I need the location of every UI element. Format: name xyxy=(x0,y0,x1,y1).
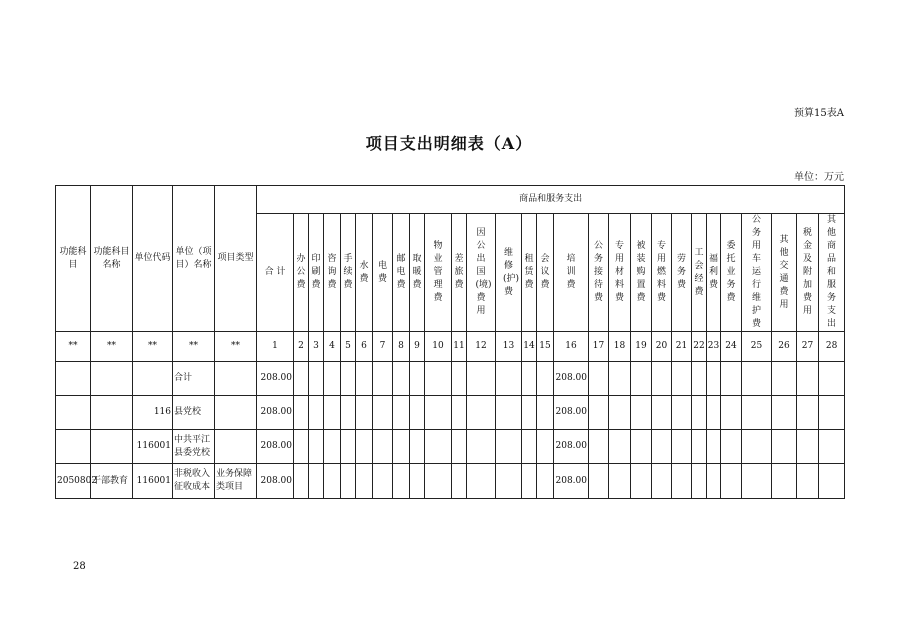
header-col-21 xyxy=(672,214,692,332)
cell-empty xyxy=(537,362,554,396)
header-col-label: 维修(护)费 xyxy=(503,247,520,297)
index-number: 28 xyxy=(819,332,845,362)
cell-empty xyxy=(589,396,609,430)
header-project-type: 项目类型 xyxy=(215,186,257,332)
cell-unit-name: 县党校 xyxy=(173,396,215,430)
cell-empty xyxy=(652,464,672,499)
cell-training-fee: 208.00 xyxy=(554,396,589,430)
cell-empty xyxy=(393,362,410,396)
header-col-label: 委托业务费 xyxy=(726,241,736,303)
cell-total: 208.00 xyxy=(257,362,294,396)
cell-empty xyxy=(522,430,537,464)
header-col-label: 工会经费 xyxy=(694,247,704,297)
index-star: ** xyxy=(56,332,91,362)
cell-func-code xyxy=(56,362,91,396)
table-row xyxy=(56,396,845,430)
cell-empty xyxy=(692,464,707,499)
cell-empty xyxy=(672,362,692,396)
cell-empty xyxy=(425,430,452,464)
cell-empty xyxy=(294,396,309,430)
cell-empty xyxy=(609,362,631,396)
cell-empty xyxy=(324,362,341,396)
header-col-25 xyxy=(742,214,772,332)
cell-project-type xyxy=(215,396,257,430)
header-col-label: 因公出国(境)费用 xyxy=(475,228,492,316)
unit-label: 单位：万元 xyxy=(794,172,844,183)
cell-empty xyxy=(652,362,672,396)
header-col-label: 取暖费 xyxy=(412,254,422,290)
cell-empty xyxy=(452,464,467,499)
cell-empty xyxy=(496,464,522,499)
cell-empty xyxy=(294,430,309,464)
index-number: 2 xyxy=(294,332,309,362)
cell-empty xyxy=(410,396,425,430)
index-number: 19 xyxy=(631,332,652,362)
cell-func-name xyxy=(91,362,133,396)
header-col-label: 水费 xyxy=(359,260,369,284)
index-number: 5 xyxy=(341,332,356,362)
header-col-14 xyxy=(522,214,537,332)
cell-empty xyxy=(772,464,797,499)
cell-empty xyxy=(341,362,356,396)
cell-empty xyxy=(742,396,772,430)
cell-empty xyxy=(309,396,324,430)
cell-unit-code: 116001 xyxy=(133,464,173,499)
cell-empty xyxy=(707,430,721,464)
header-functional-subject-name: 功能科目名称 xyxy=(91,186,133,332)
header-col-label: 专用燃料费 xyxy=(656,241,666,303)
index-number: 14 xyxy=(522,332,537,362)
project-expenditure-table xyxy=(55,185,845,499)
cell-unit-name: 中共平江县委党校 xyxy=(173,430,215,464)
cell-func-code xyxy=(56,430,91,464)
cell-empty xyxy=(819,396,845,430)
cell-empty xyxy=(425,396,452,430)
header-unit-name: 单位（项目）名称 xyxy=(173,186,215,332)
cell-empty xyxy=(772,362,797,396)
header-col-label: 被装购置费 xyxy=(636,241,646,303)
index-number: 27 xyxy=(797,332,819,362)
cell-empty xyxy=(294,362,309,396)
cell-empty xyxy=(341,396,356,430)
cell-empty xyxy=(467,362,496,396)
header-col-20 xyxy=(652,214,672,332)
cell-empty xyxy=(772,430,797,464)
cell-empty xyxy=(692,362,707,396)
cell-unit-code: 116 xyxy=(133,396,173,430)
cell-empty xyxy=(589,464,609,499)
cell-empty xyxy=(631,396,652,430)
cell-func-name xyxy=(91,430,133,464)
header-col-12 xyxy=(467,214,496,332)
cell-empty xyxy=(707,464,721,499)
cell-empty xyxy=(797,362,819,396)
cell-empty xyxy=(672,464,692,499)
header-col-label: 办公费 xyxy=(296,254,306,290)
page-number: 28 xyxy=(73,561,86,572)
header-col-label: 公务接待费 xyxy=(593,241,603,303)
cell-unit-code: 116001 xyxy=(133,430,173,464)
cell-empty xyxy=(294,464,309,499)
header-col-label: 公务用车运行维护费 xyxy=(751,215,761,329)
cell-func-code: 2050802 xyxy=(56,464,91,499)
header-col-label: 电费 xyxy=(377,260,387,284)
header-col-label: 差旅费 xyxy=(454,254,464,290)
cell-func-name: 干部教育 xyxy=(91,464,133,499)
header-col-label: 其他商品和服务支出 xyxy=(827,215,837,329)
cell-empty xyxy=(522,396,537,430)
header-col-label: 专用材料费 xyxy=(614,241,624,303)
cell-empty xyxy=(589,430,609,464)
cell-empty xyxy=(742,464,772,499)
cell-empty xyxy=(356,464,373,499)
header-col-label: 培训费 xyxy=(566,254,576,290)
cell-empty xyxy=(797,430,819,464)
cell-empty xyxy=(692,396,707,430)
cell-empty xyxy=(522,362,537,396)
cell-empty xyxy=(589,362,609,396)
index-number: 8 xyxy=(393,332,410,362)
header-col-label: 印刷费 xyxy=(311,254,321,290)
cell-empty xyxy=(425,362,452,396)
cell-empty xyxy=(672,430,692,464)
cell-empty xyxy=(373,430,393,464)
cell-empty xyxy=(324,396,341,430)
cell-empty xyxy=(452,396,467,430)
index-number: 24 xyxy=(721,332,742,362)
cell-empty xyxy=(742,430,772,464)
header-col-26 xyxy=(772,214,797,332)
index-number: 20 xyxy=(652,332,672,362)
cell-func-name xyxy=(91,396,133,430)
header-col-label: 税金及附加费用 xyxy=(802,228,812,316)
cell-empty xyxy=(609,396,631,430)
index-number: 11 xyxy=(452,332,467,362)
cell-empty xyxy=(631,464,652,499)
cell-empty xyxy=(631,430,652,464)
header-col-24 xyxy=(721,214,742,332)
header-col-23 xyxy=(707,214,721,332)
index-number: 15 xyxy=(537,332,554,362)
header-col-label: 咨询费 xyxy=(327,254,337,290)
header-col-5 xyxy=(341,214,356,332)
index-star: ** xyxy=(133,332,173,362)
header-col-16 xyxy=(554,214,589,332)
index-number: 26 xyxy=(772,332,797,362)
index-number: 4 xyxy=(324,332,341,362)
header-col-2 xyxy=(294,214,309,332)
cell-func-code xyxy=(56,396,91,430)
page-title: 项目支出明细表（A） xyxy=(365,134,533,153)
cell-empty xyxy=(537,464,554,499)
header-col-22 xyxy=(692,214,707,332)
cell-empty xyxy=(652,430,672,464)
header-col-18 xyxy=(609,214,631,332)
cell-empty xyxy=(797,464,819,499)
cell-empty xyxy=(797,396,819,430)
header-col-label: 租赁费 xyxy=(524,254,534,290)
cell-empty xyxy=(721,396,742,430)
cell-unit-name: 非税收入征收成本 xyxy=(173,464,215,499)
cell-empty xyxy=(609,430,631,464)
cell-unit-name: 合计 xyxy=(173,362,215,396)
index-star: ** xyxy=(173,332,215,362)
header-col-4 xyxy=(324,214,341,332)
cell-total: 208.00 xyxy=(257,430,294,464)
cell-empty xyxy=(672,396,692,430)
index-star: ** xyxy=(215,332,257,362)
header-col-3 xyxy=(309,214,324,332)
cell-training-fee: 208.00 xyxy=(554,362,589,396)
form-code: 预算15表A xyxy=(794,108,844,119)
index-number: 10 xyxy=(425,332,452,362)
cell-project-type xyxy=(215,430,257,464)
cell-empty xyxy=(721,430,742,464)
cell-empty xyxy=(341,430,356,464)
cell-empty xyxy=(707,396,721,430)
cell-empty xyxy=(496,430,522,464)
cell-total: 208.00 xyxy=(257,396,294,430)
header-unit-code: 单位代码 xyxy=(133,186,173,332)
header-col-28 xyxy=(819,214,845,332)
index-number: 16 xyxy=(554,332,589,362)
index-number: 22 xyxy=(692,332,707,362)
cell-empty xyxy=(721,464,742,499)
cell-empty xyxy=(410,362,425,396)
index-number: 21 xyxy=(672,332,692,362)
cell-empty xyxy=(496,362,522,396)
cell-empty xyxy=(631,362,652,396)
index-number: 13 xyxy=(496,332,522,362)
header-col-label: 邮电费 xyxy=(396,254,406,290)
cell-empty xyxy=(341,464,356,499)
cell-empty xyxy=(356,362,373,396)
cell-empty xyxy=(410,464,425,499)
header-col-6 xyxy=(356,214,373,332)
cell-empty xyxy=(324,430,341,464)
header-col-label: 会议费 xyxy=(540,254,550,290)
index-number: 12 xyxy=(467,332,496,362)
index-number: 1 xyxy=(257,332,294,362)
header-functional-subject: 功能科目 xyxy=(56,186,91,332)
header-col-8 xyxy=(393,214,410,332)
cell-empty xyxy=(652,396,672,430)
cell-empty xyxy=(410,430,425,464)
cell-empty xyxy=(309,362,324,396)
cell-empty xyxy=(609,464,631,499)
header-total: 合 计 xyxy=(257,214,294,332)
index-number: 7 xyxy=(373,332,393,362)
table-row xyxy=(56,430,845,464)
cell-total: 208.00 xyxy=(257,464,294,499)
header-col-27 xyxy=(797,214,819,332)
index-number: 25 xyxy=(742,332,772,362)
cell-training-fee: 208.00 xyxy=(554,464,589,499)
table-row xyxy=(56,464,845,499)
cell-empty xyxy=(721,362,742,396)
cell-empty xyxy=(496,396,522,430)
cell-empty xyxy=(393,396,410,430)
header-col-17 xyxy=(589,214,609,332)
header-col-9 xyxy=(410,214,425,332)
header-col-10 xyxy=(425,214,452,332)
cell-training-fee: 208.00 xyxy=(554,430,589,464)
cell-empty xyxy=(356,396,373,430)
cell-empty xyxy=(425,464,452,499)
header-col-19 xyxy=(631,214,652,332)
header-col-15 xyxy=(537,214,554,332)
cell-empty xyxy=(467,430,496,464)
cell-empty xyxy=(692,430,707,464)
cell-project-type xyxy=(215,362,257,396)
cell-empty xyxy=(393,464,410,499)
cell-empty xyxy=(537,396,554,430)
header-col-label: 其他交通费用 xyxy=(779,234,789,310)
cell-empty xyxy=(522,464,537,499)
header-col-label: 福利费 xyxy=(708,254,718,290)
cell-empty xyxy=(742,362,772,396)
header-goods-services: 商品和服务支出 xyxy=(257,186,845,214)
index-number: 3 xyxy=(309,332,324,362)
index-number: 23 xyxy=(707,332,721,362)
cell-project-type: 业务保障类项目 xyxy=(215,464,257,499)
header-col-label: 劳务费 xyxy=(676,254,686,290)
cell-empty xyxy=(324,464,341,499)
cell-empty xyxy=(373,464,393,499)
cell-empty xyxy=(356,430,373,464)
header-col-label: 物业管理费 xyxy=(433,241,443,303)
cell-empty xyxy=(819,464,845,499)
index-number: 6 xyxy=(356,332,373,362)
header-col-label: 手续费 xyxy=(343,254,353,290)
header-col-13 xyxy=(496,214,522,332)
table-row xyxy=(56,362,845,396)
cell-unit-code xyxy=(133,362,173,396)
cell-empty xyxy=(393,430,410,464)
cell-empty xyxy=(309,464,324,499)
cell-empty xyxy=(467,464,496,499)
index-number: 18 xyxy=(609,332,631,362)
index-star: ** xyxy=(91,332,133,362)
cell-empty xyxy=(309,430,324,464)
cell-empty xyxy=(819,430,845,464)
cell-empty xyxy=(373,396,393,430)
cell-empty xyxy=(452,362,467,396)
cell-empty xyxy=(467,396,496,430)
cell-empty xyxy=(452,430,467,464)
cell-empty xyxy=(707,362,721,396)
cell-empty xyxy=(373,362,393,396)
cell-empty xyxy=(537,430,554,464)
index-number: 9 xyxy=(410,332,425,362)
header-col-11 xyxy=(452,214,467,332)
cell-empty xyxy=(772,396,797,430)
index-number: 17 xyxy=(589,332,609,362)
header-col-7 xyxy=(373,214,393,332)
cell-empty xyxy=(819,362,845,396)
